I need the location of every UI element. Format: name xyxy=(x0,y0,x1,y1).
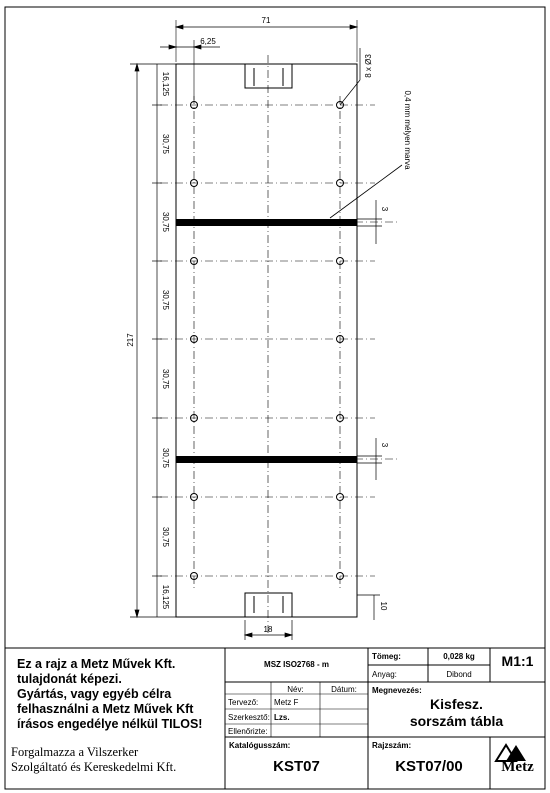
title-line-2: sorszám tábla xyxy=(409,713,504,729)
material-value: Dibond xyxy=(446,670,472,679)
dim-text-217: 217 xyxy=(126,333,135,347)
dim-text-holes: 8 x Ø3 xyxy=(364,54,373,78)
checker-label: Ellenőrizte: xyxy=(228,727,268,736)
dim-seg-3: 30,75 xyxy=(161,211,170,233)
dim-text-groove-top: 3 xyxy=(380,206,389,212)
logo-text: Metz xyxy=(501,759,534,775)
dim-text-groove-bottom: 3 xyxy=(380,442,389,448)
dim-width-71 xyxy=(176,25,357,29)
dim-text-tab-width: 18 xyxy=(263,625,273,634)
date-header: Dátum: xyxy=(331,685,357,694)
notice-line-2: tulajdonát képezi. xyxy=(17,672,122,686)
weight-label: Tömeg: xyxy=(372,652,401,661)
drawing-no-label: Rajzszám: xyxy=(372,741,412,750)
notice-line-5: írásos engedélye nélkül TILOS! xyxy=(17,717,203,731)
drafter-value: Lzs. xyxy=(274,713,290,722)
weight-value: 0,028 kg xyxy=(443,652,475,661)
dim-text-tab-height: 10 xyxy=(379,601,388,611)
center-lines xyxy=(160,55,400,636)
groove-top xyxy=(176,219,357,226)
notice-line-3: Gyártás, vagy egyéb célra xyxy=(17,687,172,701)
name-header: Név: xyxy=(287,685,304,694)
bottom-tab xyxy=(245,593,292,617)
distributor-notice xyxy=(11,745,223,775)
dim-text-71: 71 xyxy=(261,16,271,25)
scale-value: M1:1 xyxy=(501,653,534,669)
dim-seg-8: 16,125 xyxy=(161,584,170,610)
material-label: Anyag: xyxy=(372,670,397,679)
designer-label: Tervező: xyxy=(228,698,259,707)
standard-text: MSZ ISO2768 - m xyxy=(264,660,329,669)
drawing-no-value: KST07/00 xyxy=(395,758,463,775)
dim-text-groove-note: 0,4 mm mélyen marva xyxy=(403,90,412,170)
holes xyxy=(191,102,344,580)
ownership-notice xyxy=(17,657,222,732)
notice-line-4: felhasználni a Metz Művek Kft xyxy=(17,702,194,716)
designer-value: Metz F xyxy=(274,698,299,707)
dim-seg-1: 16,125 xyxy=(161,71,170,97)
catalog-label: Katalógusszám: xyxy=(229,741,291,750)
dim-seg-5: 30,75 xyxy=(161,368,170,390)
dim-text-6-25: 6,25 xyxy=(200,37,216,46)
metz-logo xyxy=(494,741,541,785)
distributor-line-1: Forgalmazza a Vilszerker xyxy=(11,745,139,759)
dim-seg-7: 30,75 xyxy=(161,526,170,548)
plate-outline xyxy=(176,64,357,617)
groove-bottom xyxy=(176,456,357,463)
dim-seg-6: 30,75 xyxy=(161,447,170,469)
top-tab xyxy=(245,64,292,88)
dim-seg-2: 30,75 xyxy=(161,133,170,155)
drafter-label: Szerkesztő: xyxy=(228,713,270,722)
dim-groove-right xyxy=(357,200,382,620)
notice-line-1: Ez a rajz a Metz Művek Kft. xyxy=(17,657,176,671)
title-label: Megnevezés: xyxy=(372,686,422,695)
title-line-1: Kisfesz. xyxy=(430,696,483,712)
dim-seg-4: 30,75 xyxy=(161,289,170,311)
distributor-line-2: Szolgáltató és Kereskedelmi Kft. xyxy=(11,760,177,774)
catalog-value: KST07 xyxy=(273,758,320,775)
